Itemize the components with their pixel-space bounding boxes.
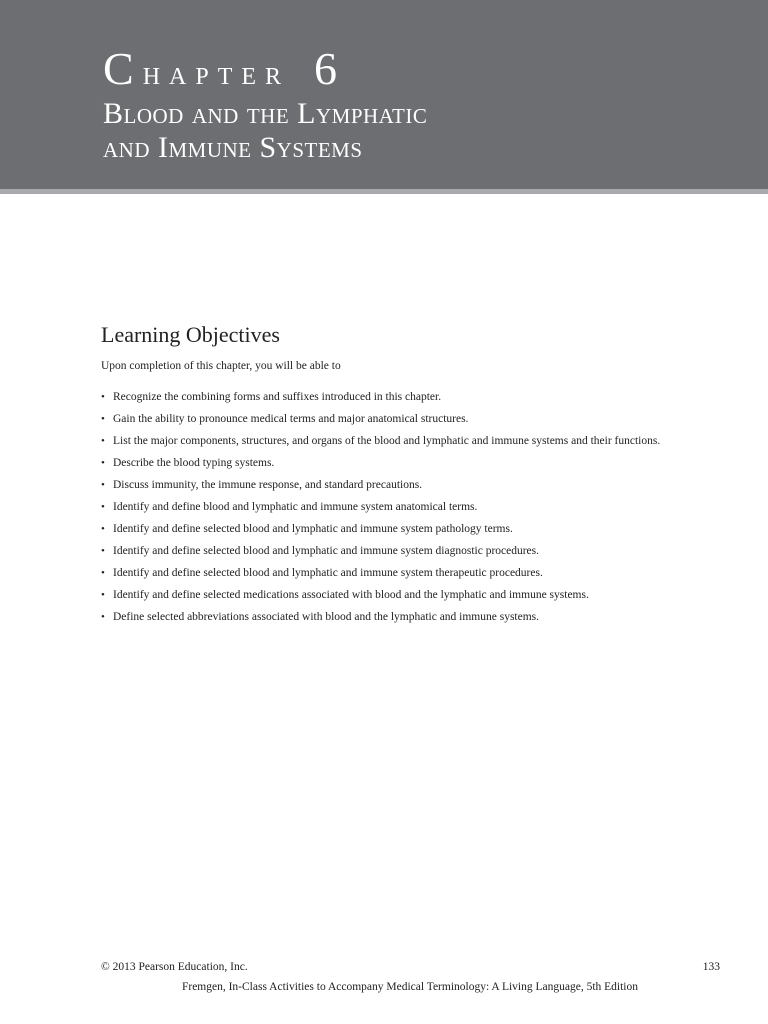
chapter-title-line-1: Blood and the Lymphatic — [103, 97, 428, 130]
objective-item — [101, 452, 731, 474]
objective-text: Identify and define selected blood and lymphatic and immune system diagnostic procedures. — [113, 545, 540, 557]
bullet-icon: • — [101, 435, 105, 447]
objective-item — [101, 474, 731, 496]
objective-text: Discuss immunity, the immune response, and standard precautions. — [113, 479, 423, 491]
chapter-label — [103, 43, 338, 94]
chapter-title-line-2: and Immune Systems — [103, 131, 363, 164]
footer-citation: Fremgen, In-Class Activities to Accompany Medical Terminology: A Living Language, 5th Edition — [181, 981, 639, 993]
bullet-icon: • — [101, 479, 105, 491]
objective-item — [101, 606, 731, 628]
bullet-icon: • — [101, 413, 105, 425]
objectives-intro: Upon completion of this chapter, you will be able to — [101, 360, 341, 372]
chapter-banner — [0, 0, 768, 194]
bullet-icon: • — [101, 545, 105, 557]
objective-item — [101, 540, 731, 562]
objective-text: Identify and define selected medications associated with blood and the lymphatic and immune systems. — [113, 589, 589, 601]
objective-item — [101, 518, 731, 540]
objective-text: List the major components, structures, and organs of the blood and lymphatic and immune systems and their functions. — [113, 435, 661, 447]
objective-item — [101, 386, 731, 408]
objective-item — [101, 496, 731, 518]
learning-objectives-heading: Learning Objectives — [101, 322, 280, 347]
objective-text: Recognize the combining forms and suffixes introduced in this chapter. — [113, 391, 442, 403]
objective-item — [101, 430, 731, 452]
chapter-label-initial: C — [103, 43, 143, 94]
bullet-icon: • — [101, 523, 105, 535]
objective-text: Gain the ability to pronounce medical terms and major anatomical structures. — [113, 413, 469, 425]
objective-item — [101, 408, 731, 430]
objective-item — [101, 584, 731, 606]
objective-text: Describe the blood typing systems. — [113, 457, 275, 469]
objective-text: Identify and define selected blood and lymphatic and immune system pathology terms. — [113, 523, 513, 535]
objective-text: Define selected abbreviations associated with blood and the lymphatic and immune systems. — [113, 611, 540, 623]
objectives-list — [101, 386, 731, 628]
objective-item — [101, 562, 731, 584]
chapter-label-rest: hapter — [142, 55, 291, 92]
objective-text: Identify and define blood and lymphatic and immune system anatomical terms. — [113, 501, 478, 513]
bullet-icon: • — [101, 611, 105, 623]
bullet-icon: • — [101, 567, 105, 579]
objective-text: Identify and define selected blood and lymphatic and immune system therapeutic procedures. — [113, 567, 543, 579]
bullet-icon: • — [101, 457, 105, 469]
bullet-icon: • — [101, 589, 105, 601]
page-number: 133 — [702, 961, 720, 973]
bullet-icon: • — [101, 391, 105, 403]
chapter-number: 6 — [314, 43, 338, 94]
chapter-title — [103, 97, 723, 165]
bullet-icon: • — [101, 501, 105, 513]
footer-copyright: © 2013 Pearson Education, Inc. — [101, 961, 248, 973]
